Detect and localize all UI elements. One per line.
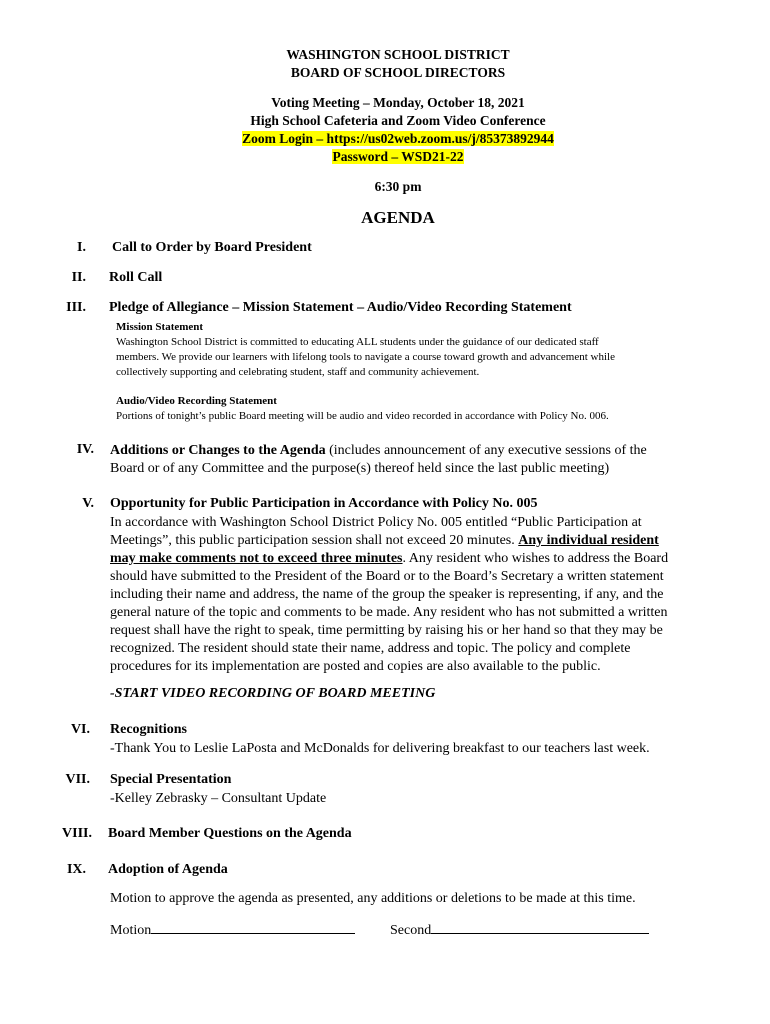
motion-signature-line[interactable]	[151, 920, 355, 934]
motion-label: Motion	[110, 923, 152, 938]
item-title: Additions or Changes to the Agenda	[110, 443, 326, 458]
item-title: Opportunity for Public Participation in Accordance with Policy No. 005	[110, 496, 538, 511]
item-title: Special Presentation	[110, 772, 232, 787]
item-title: Board Member Questions on the Agenda	[108, 826, 352, 841]
item-number: VI.	[70, 722, 90, 737]
v-line-5: including their name and address, the name of the group the speaker is representing, if any, and the	[110, 587, 664, 602]
mission-heading: Mission Statement	[116, 321, 204, 333]
zoom-login-line	[0, 130, 770, 148]
second-signature-line[interactable]	[431, 920, 649, 934]
item-number: II.	[71, 270, 86, 285]
item-number: VIII.	[62, 826, 92, 841]
item-number: VII.	[65, 772, 90, 787]
item-number: IV.	[76, 442, 94, 457]
v-line-8: recognized. The resident should state their name, address and topic. The policy and complete	[110, 641, 631, 656]
av-text: Portions of tonight’s public Board meeting will be audio and video recorded in accordance with Policy No. 006.	[116, 410, 609, 422]
v-line-3-text: . Any resident who wishes to address the Board	[402, 551, 669, 566]
second-field[interactable]	[390, 920, 649, 940]
v-line-7: request shall have the right to speak, time permitting by raising his or her hand so that they may be	[110, 623, 663, 638]
item-title: Call to Order by Board President	[112, 240, 312, 255]
mission-text-2: members. We provide our learners with lifelong tools to navigate a course toward growth and advancement while	[116, 351, 615, 363]
item-number: I.	[77, 240, 86, 255]
district-name: WASHINGTON SCHOOL DISTRICT	[286, 47, 510, 62]
v-line-1: In accordance with Washington School District Policy No. 005 entitled “Public Participation at	[110, 515, 642, 530]
mission-text-3: collectively supporting and celebrating student, staff and community achievement.	[116, 366, 480, 378]
v-emphasis-1: Any individual resident	[518, 533, 659, 548]
v-line-3	[110, 550, 668, 568]
item-title: Pledge of Allegiance – Mission Statement – Audio/Video Recording Statement	[109, 300, 572, 315]
v-line-6: general nature of the topic and comments to be made. Any resident who has not submitted a written	[110, 605, 668, 620]
item-iv-line1	[110, 442, 647, 460]
motion-field[interactable]	[110, 920, 355, 940]
item-number: V.	[82, 496, 94, 511]
vii-text: -Kelley Zebrasky – Consultant Update	[110, 791, 327, 806]
item-number: IX.	[66, 862, 86, 877]
agenda-title: AGENDA	[361, 208, 435, 227]
v-emphasis-2: may make comments not to exceed three minutes	[110, 551, 403, 566]
video-recording-note: -START VIDEO RECORDING OF BOARD MEETING	[110, 686, 436, 701]
ix-text: Motion to approve the agenda as presented, any additions or deletions to be made at this time.	[110, 891, 636, 906]
board-name: BOARD OF SCHOOL DIRECTORS	[290, 65, 506, 80]
meeting-info: Voting Meeting – Monday, October 18, 2021	[271, 95, 525, 110]
second-label: Second	[390, 923, 432, 938]
item-title: Roll Call	[109, 270, 163, 285]
item-iv-line2: Board or of any Committee and the purpose(s) thereof held since the last public meeting)	[110, 461, 610, 476]
meeting-time: 6:30 pm	[374, 179, 422, 194]
v-line-2-text: Meetings”, this public participation session shall not exceed 20 minutes.	[110, 533, 519, 548]
v-line-4: should have submitted to the President of the Board or to the Board’s Secretary a written statement	[110, 569, 664, 584]
item-iv-rest: (includes announcement of any executive sessions of the	[325, 443, 647, 458]
item-number: III.	[66, 300, 86, 315]
v-line-2	[110, 532, 659, 550]
meeting-location: High School Cafeteria and Zoom Video Conference	[250, 113, 546, 128]
v-line-9: procedures for its implementation are posted and copies are also available to the public.	[110, 659, 601, 674]
password-line	[0, 148, 770, 166]
zoom-password: Password – WSD21-22	[332, 149, 464, 164]
item-title: Adoption of Agenda	[108, 862, 228, 877]
av-heading: Audio/Video Recording Statement	[116, 395, 277, 407]
mission-text-1: Washington School District is committed to educating ALL students under the guidance of our dedicated staff	[116, 336, 599, 348]
item-title: Recognitions	[110, 722, 187, 737]
vi-text: -Thank You to Leslie LaPosta and McDonalds for delivering breakfast to our teachers last week.	[110, 741, 650, 756]
zoom-login[interactable]: Zoom Login – https://us02web.zoom.us/j/85373892944	[242, 131, 554, 146]
